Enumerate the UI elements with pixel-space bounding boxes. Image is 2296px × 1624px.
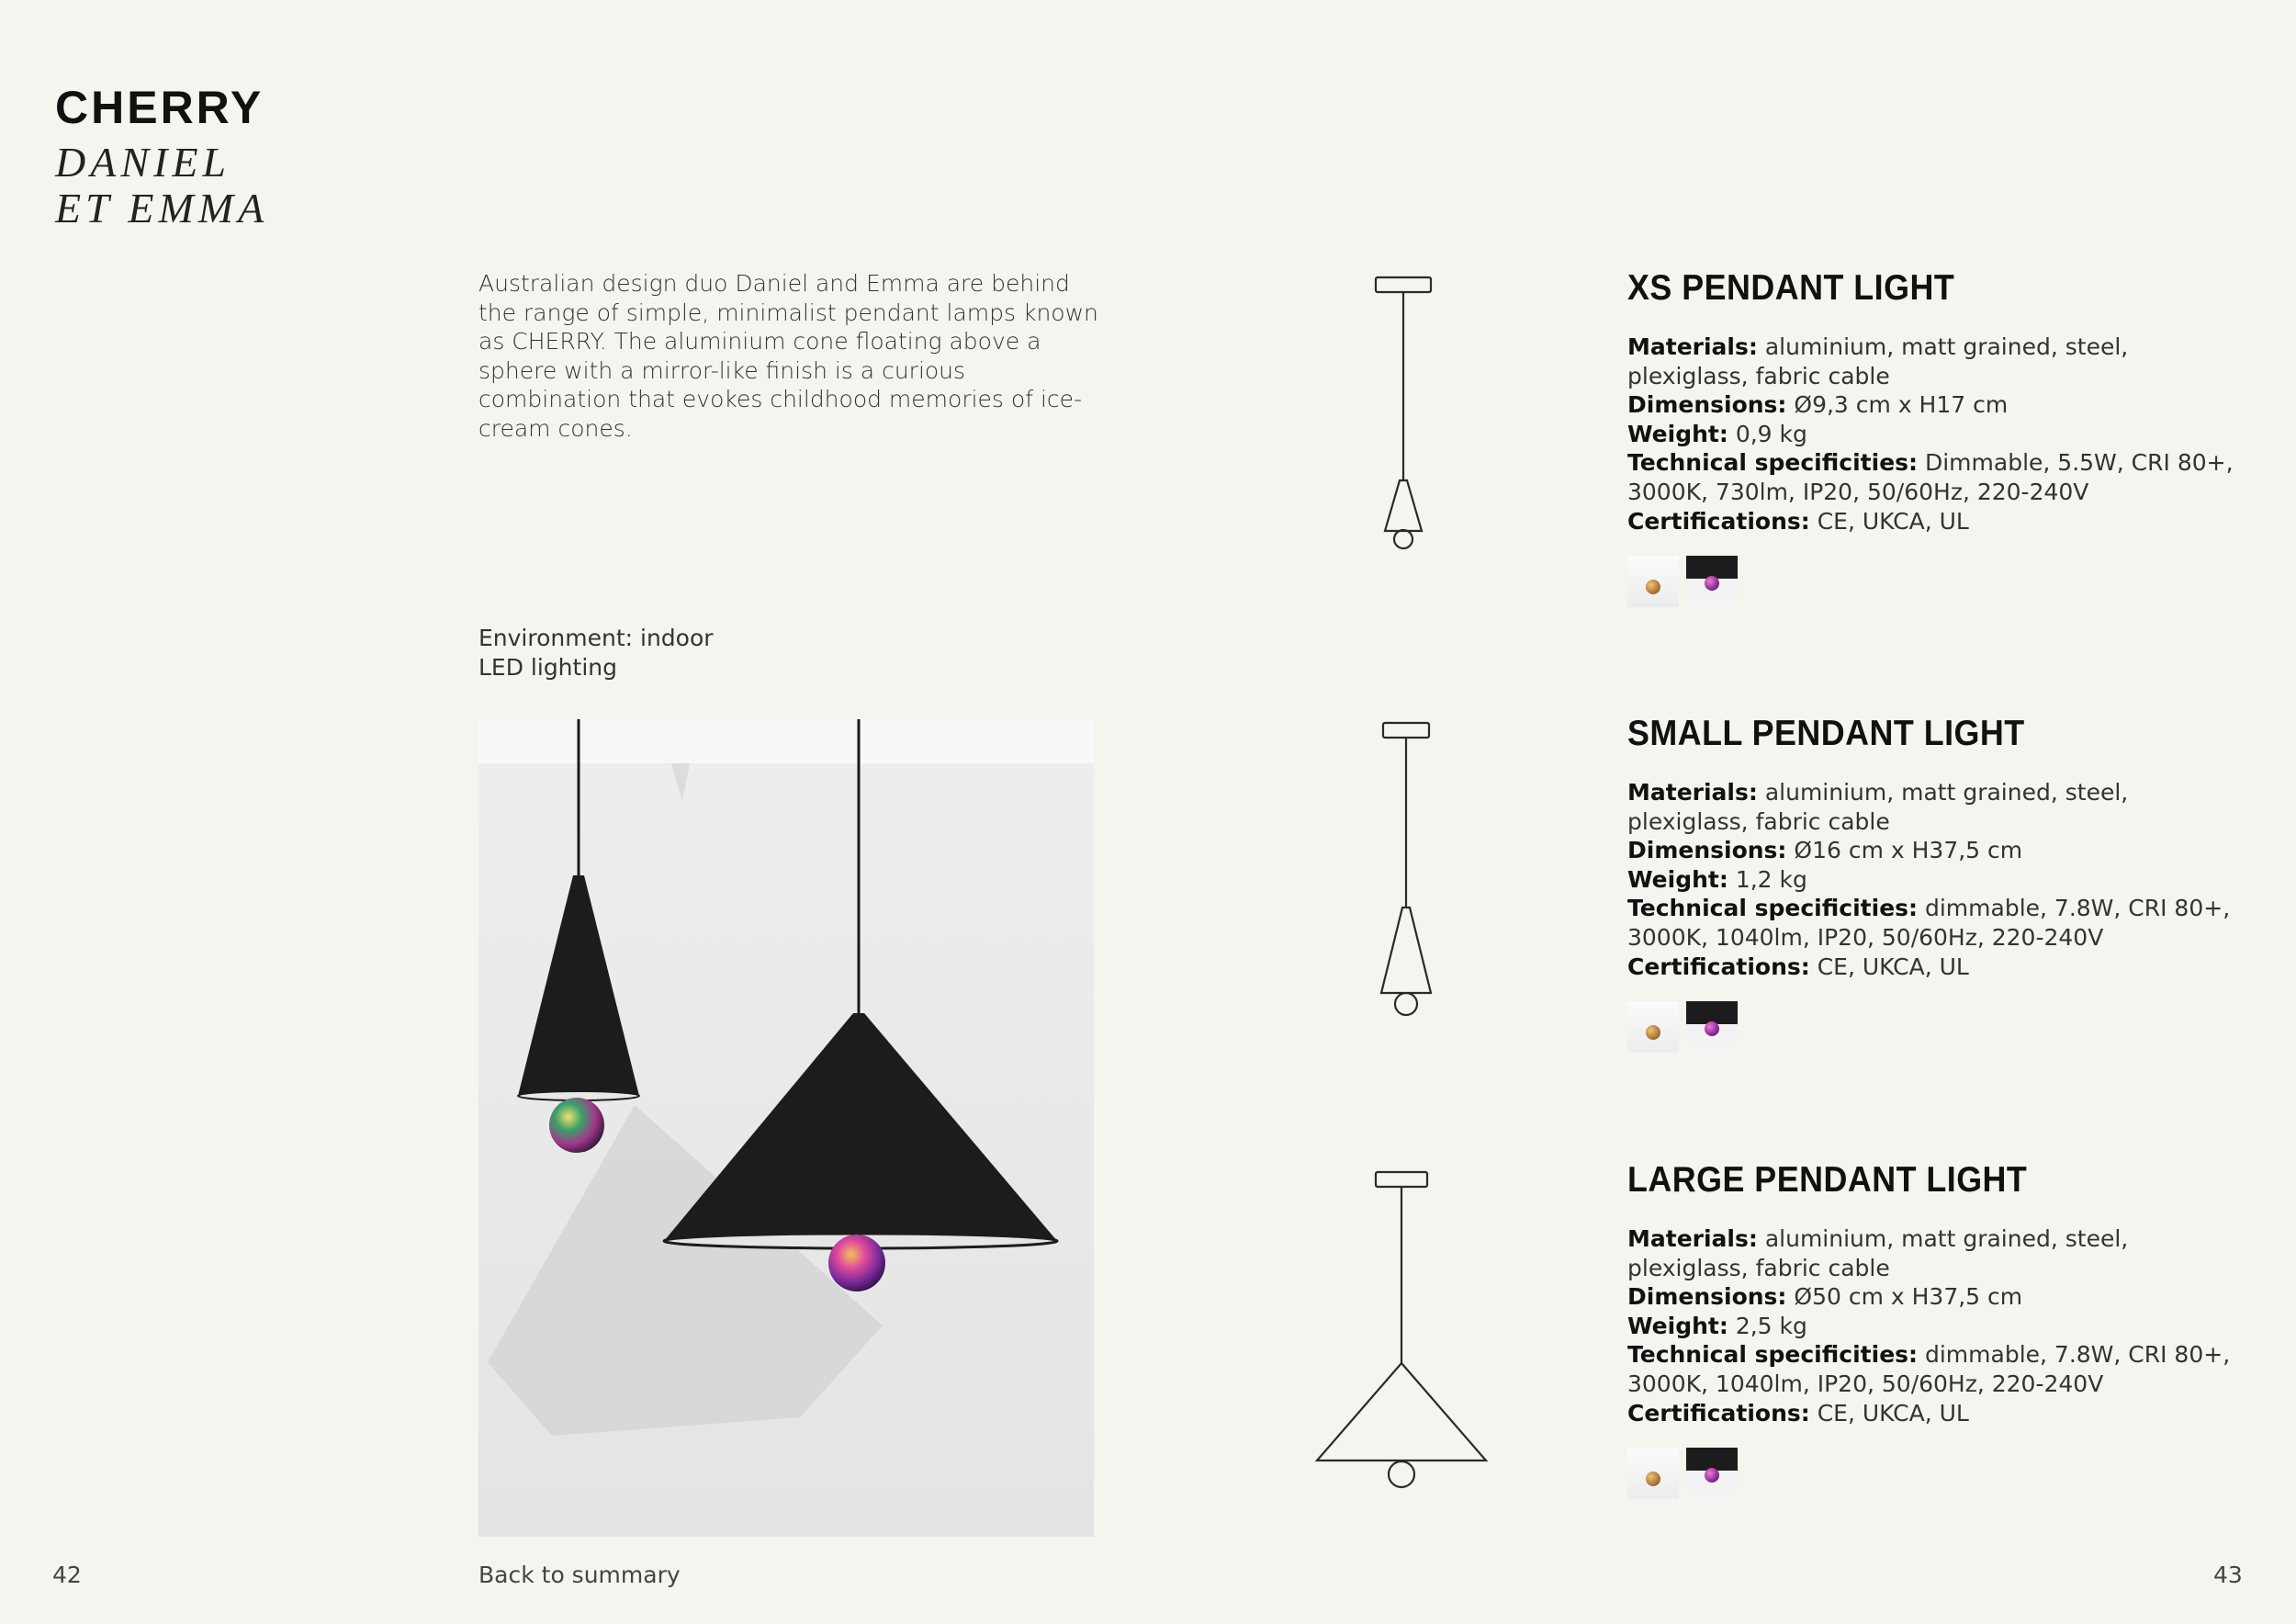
- spec-value: aluminium, matt grained, steel, plexiglass, fabric cable: [1627, 1225, 2129, 1281]
- spec-value: 0,9 kg: [1735, 420, 1807, 447]
- xs-pendant-drawing: [1286, 274, 1525, 558]
- black-finish-swatch[interactable]: [1686, 1448, 1738, 1499]
- spec-value: CE, UKCA, UL: [1817, 1399, 1969, 1427]
- spec-label: Weight:: [1627, 865, 1728, 893]
- spec-value: dimmable, 7.8W, CRI 80+, 3000K, 1040lm, IP20, 50/60Hz, 220-240V: [1627, 1341, 2231, 1397]
- finish-swatches: [1627, 1001, 2252, 1053]
- page-number-right: 43: [2213, 1562, 2243, 1588]
- product-photo: [478, 719, 1094, 1537]
- page-number-left: 42: [52, 1562, 82, 1588]
- spec-value: CE, UKCA, UL: [1817, 507, 1969, 535]
- designer-name: [55, 140, 268, 231]
- black-finish-swatch[interactable]: [1686, 1001, 1738, 1053]
- spec-label: Certifications:: [1627, 953, 1810, 980]
- spec-value: Ø50 cm x H37,5 cm: [1794, 1283, 2023, 1311]
- spec-certifications: [1627, 953, 2252, 982]
- product-small: [1627, 714, 2252, 1053]
- spec-dimensions: [1627, 390, 2252, 420]
- spec-materials: [1627, 1224, 2252, 1282]
- small-pendant-drawing: [1286, 719, 1525, 1022]
- spec-value: 2,5 kg: [1735, 1312, 1807, 1339]
- spec-certifications: [1627, 1399, 2252, 1428]
- white-finish-swatch[interactable]: [1627, 1448, 1679, 1499]
- spec-label: Dimensions:: [1627, 1283, 1787, 1311]
- finish-swatches: [1627, 556, 2252, 607]
- designer-line-1: DANIEL: [55, 139, 231, 186]
- spec-label: Certifications:: [1627, 507, 1810, 535]
- white-finish-swatch[interactable]: [1627, 1001, 1679, 1053]
- spec-label: Weight:: [1627, 420, 1728, 447]
- spec-weight: [1627, 420, 2252, 449]
- product-title: XS PENDANT LIGHT: [1627, 268, 1955, 308]
- spec-value: aluminium, matt grained, steel, plexiglass, fabric cable: [1627, 333, 2129, 389]
- spec-label: Certifications:: [1627, 1399, 1810, 1427]
- spec-value: CE, UKCA, UL: [1817, 953, 1969, 980]
- sphere-icon: [1646, 1472, 1660, 1486]
- spec-dimensions: [1627, 836, 2252, 865]
- designer-line-2: ET EMMA: [55, 185, 269, 231]
- sphere-icon: [1646, 1025, 1660, 1040]
- black-finish-swatch[interactable]: [1686, 556, 1738, 607]
- finish-swatches: [1627, 1448, 2252, 1499]
- spec-label: Materials:: [1627, 333, 1758, 360]
- product-title: LARGE PENDANT LIGHT: [1627, 1160, 2028, 1200]
- back-to-summary-link[interactable]: Back to summary: [478, 1562, 681, 1588]
- spec-value: 1,2 kg: [1735, 865, 1807, 893]
- spec-weight: [1627, 1312, 2252, 1341]
- spec-label: Weight:: [1627, 1312, 1728, 1339]
- spec-certifications: [1627, 507, 2252, 536]
- spec-label: Technical specificities:: [1627, 449, 1919, 477]
- spec-technical: [1627, 1340, 2252, 1398]
- spec-materials: [1627, 333, 2252, 390]
- spec-label: Technical specificities:: [1627, 895, 1919, 922]
- spec-label: Dimensions:: [1627, 391, 1787, 419]
- lighting-text: LED lighting: [478, 653, 617, 681]
- spec-weight: [1627, 865, 2252, 895]
- spec-dimensions: [1627, 1282, 2252, 1312]
- brand-title: CHERRY: [55, 82, 264, 133]
- spec-value: Dimmable, 5.5W, CRI 80+, 3000K, 730lm, IP20, 50/60Hz, 220-240V: [1627, 449, 2234, 505]
- sphere-icon: [1705, 1021, 1719, 1036]
- spec-label: Dimensions:: [1627, 837, 1787, 864]
- spec-value: aluminium, matt grained, steel, plexiglass, fabric cable: [1627, 779, 2129, 835]
- product-title: SMALL PENDANT LIGHT: [1627, 714, 2025, 753]
- sphere-icon: [1705, 576, 1719, 591]
- spec-value: Ø16 cm x H37,5 cm: [1794, 837, 2023, 864]
- spec-value: dimmable, 7.8W, CRI 80+, 3000K, 1040lm, IP20, 50/60Hz, 220-240V: [1627, 895, 2231, 951]
- environment-info: [478, 624, 714, 682]
- white-finish-swatch[interactable]: [1627, 556, 1679, 607]
- sphere-icon: [1646, 580, 1660, 594]
- sphere-icon: [1705, 1468, 1719, 1483]
- spec-technical: [1627, 448, 2252, 506]
- product-xs: [1627, 268, 2252, 607]
- spec-value: Ø9,3 cm x H17 cm: [1794, 391, 2009, 419]
- product-large: [1627, 1160, 2252, 1499]
- spec-list: [1627, 1224, 2252, 1427]
- spec-list: [1627, 333, 2252, 536]
- spec-list: [1627, 778, 2252, 981]
- large-pendant-drawing: [1286, 1167, 1525, 1497]
- environment-text: Environment: indoor: [478, 625, 714, 651]
- product-description: Australian design duo Daniel and Emma are behind the range of simple, minimalist pendant lamps known as CHERRY. The aluminium cone floating above a sphere with a mirror-like finish is a curious combination that evokes childhood memories of ice-cream cones.: [478, 270, 1098, 442]
- spec-materials: [1627, 778, 2252, 836]
- spec-technical: [1627, 894, 2252, 952]
- spec-label: Technical specificities:: [1627, 1341, 1919, 1369]
- spec-label: Materials:: [1627, 1225, 1758, 1252]
- spec-label: Materials:: [1627, 779, 1758, 806]
